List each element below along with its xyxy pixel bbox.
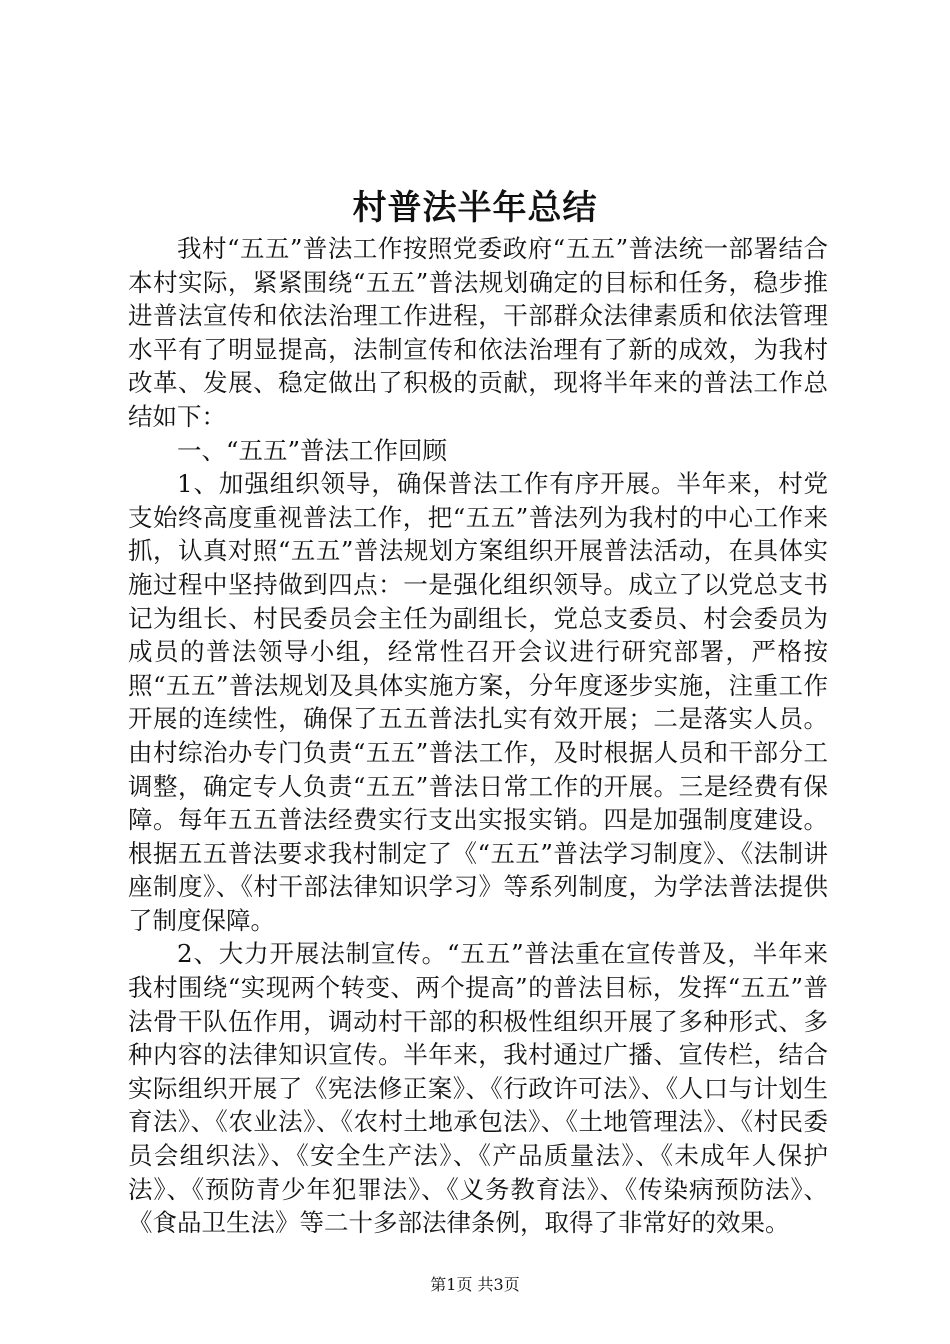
document-body xyxy=(128,232,828,1240)
paragraph-organization: 1、加强组织领导，确保普法工作有序开展。半年来，村党支始终高度重视普法工作，把“五五”普法列为我村的中心工作来抓，认真对照“五五”普法规划方案组织开展普法活动，在具体实施过程中坚持做到四点：一是强化组织领导。成立了以党总支书记为组长、村民委员会主任为副组长，党总支委员、村会委员为成员的普法领导小组，经常性召开会议进行研究部署，严格按照“五五”普法规划及具体实施方案，分年度逐步实施，注重工作开展的连续性，确保了五五普法扎实有效开展；二是落实人员。由村综治办专门负责“五五”普法工作，及时根据人员和干部分工调整，确定专人负责“五五”普法日常工作的开展。三是经费有保障。每年五五普法经费实行支出实报实销。四是加强制度建设。根据五五普法要求我村制定了《“五五”普法学习制度》、《法制讲座制度》、《村干部法律知识学习》等系列制度，为学法普法提供了制度保障。 xyxy=(128,469,828,935)
paragraph-publicity: 2、大力开展法制宣传。“五五”普法重在宣传普及，半年来我村围绕“实现两个转变、两个提高”的普法目标，发挥“五五”普法骨干队伍作用，调动村干部的积极性组织开展了多种形式、多种内容的法律知识宣传。半年来，我村通过广播、宣传栏，结合实际组织开展了《宪法修正案》、《行政许可法》、《人口与计划生育法》、《农业法》、《农村土地承包法》、《土地管理法》、《村民委员会组织法》、《安全生产法》、《产品质量法》、《未成年人保护法》、《预防青少年犯罪法》、《义务教育法》、《传染病预防法》、《食品卫生法》等二十多部法律条例，取得了非常好的效果。 xyxy=(128,939,828,1238)
page-number: 第1页 共3页 xyxy=(430,1275,520,1294)
section-heading: 一、“五五”普法工作回顾 xyxy=(177,435,448,465)
page-title: 村普法半年总结 xyxy=(352,188,598,228)
paragraph-intro: 我村“五五”普法工作按照党委政府“五五”普法统一部署结合本村实际，紧紧围绕“五五”普法规划确定的目标和任务，稳步推进普法宣传和依法治理工作进程，干部群众法律素质和依法管理水平有了明显提高，法制宣传和依法治理有了新的成效，为我村改革、发展、稳定做出了积极的贡献，现将半年来的普法工作总结如下： xyxy=(128,234,828,431)
